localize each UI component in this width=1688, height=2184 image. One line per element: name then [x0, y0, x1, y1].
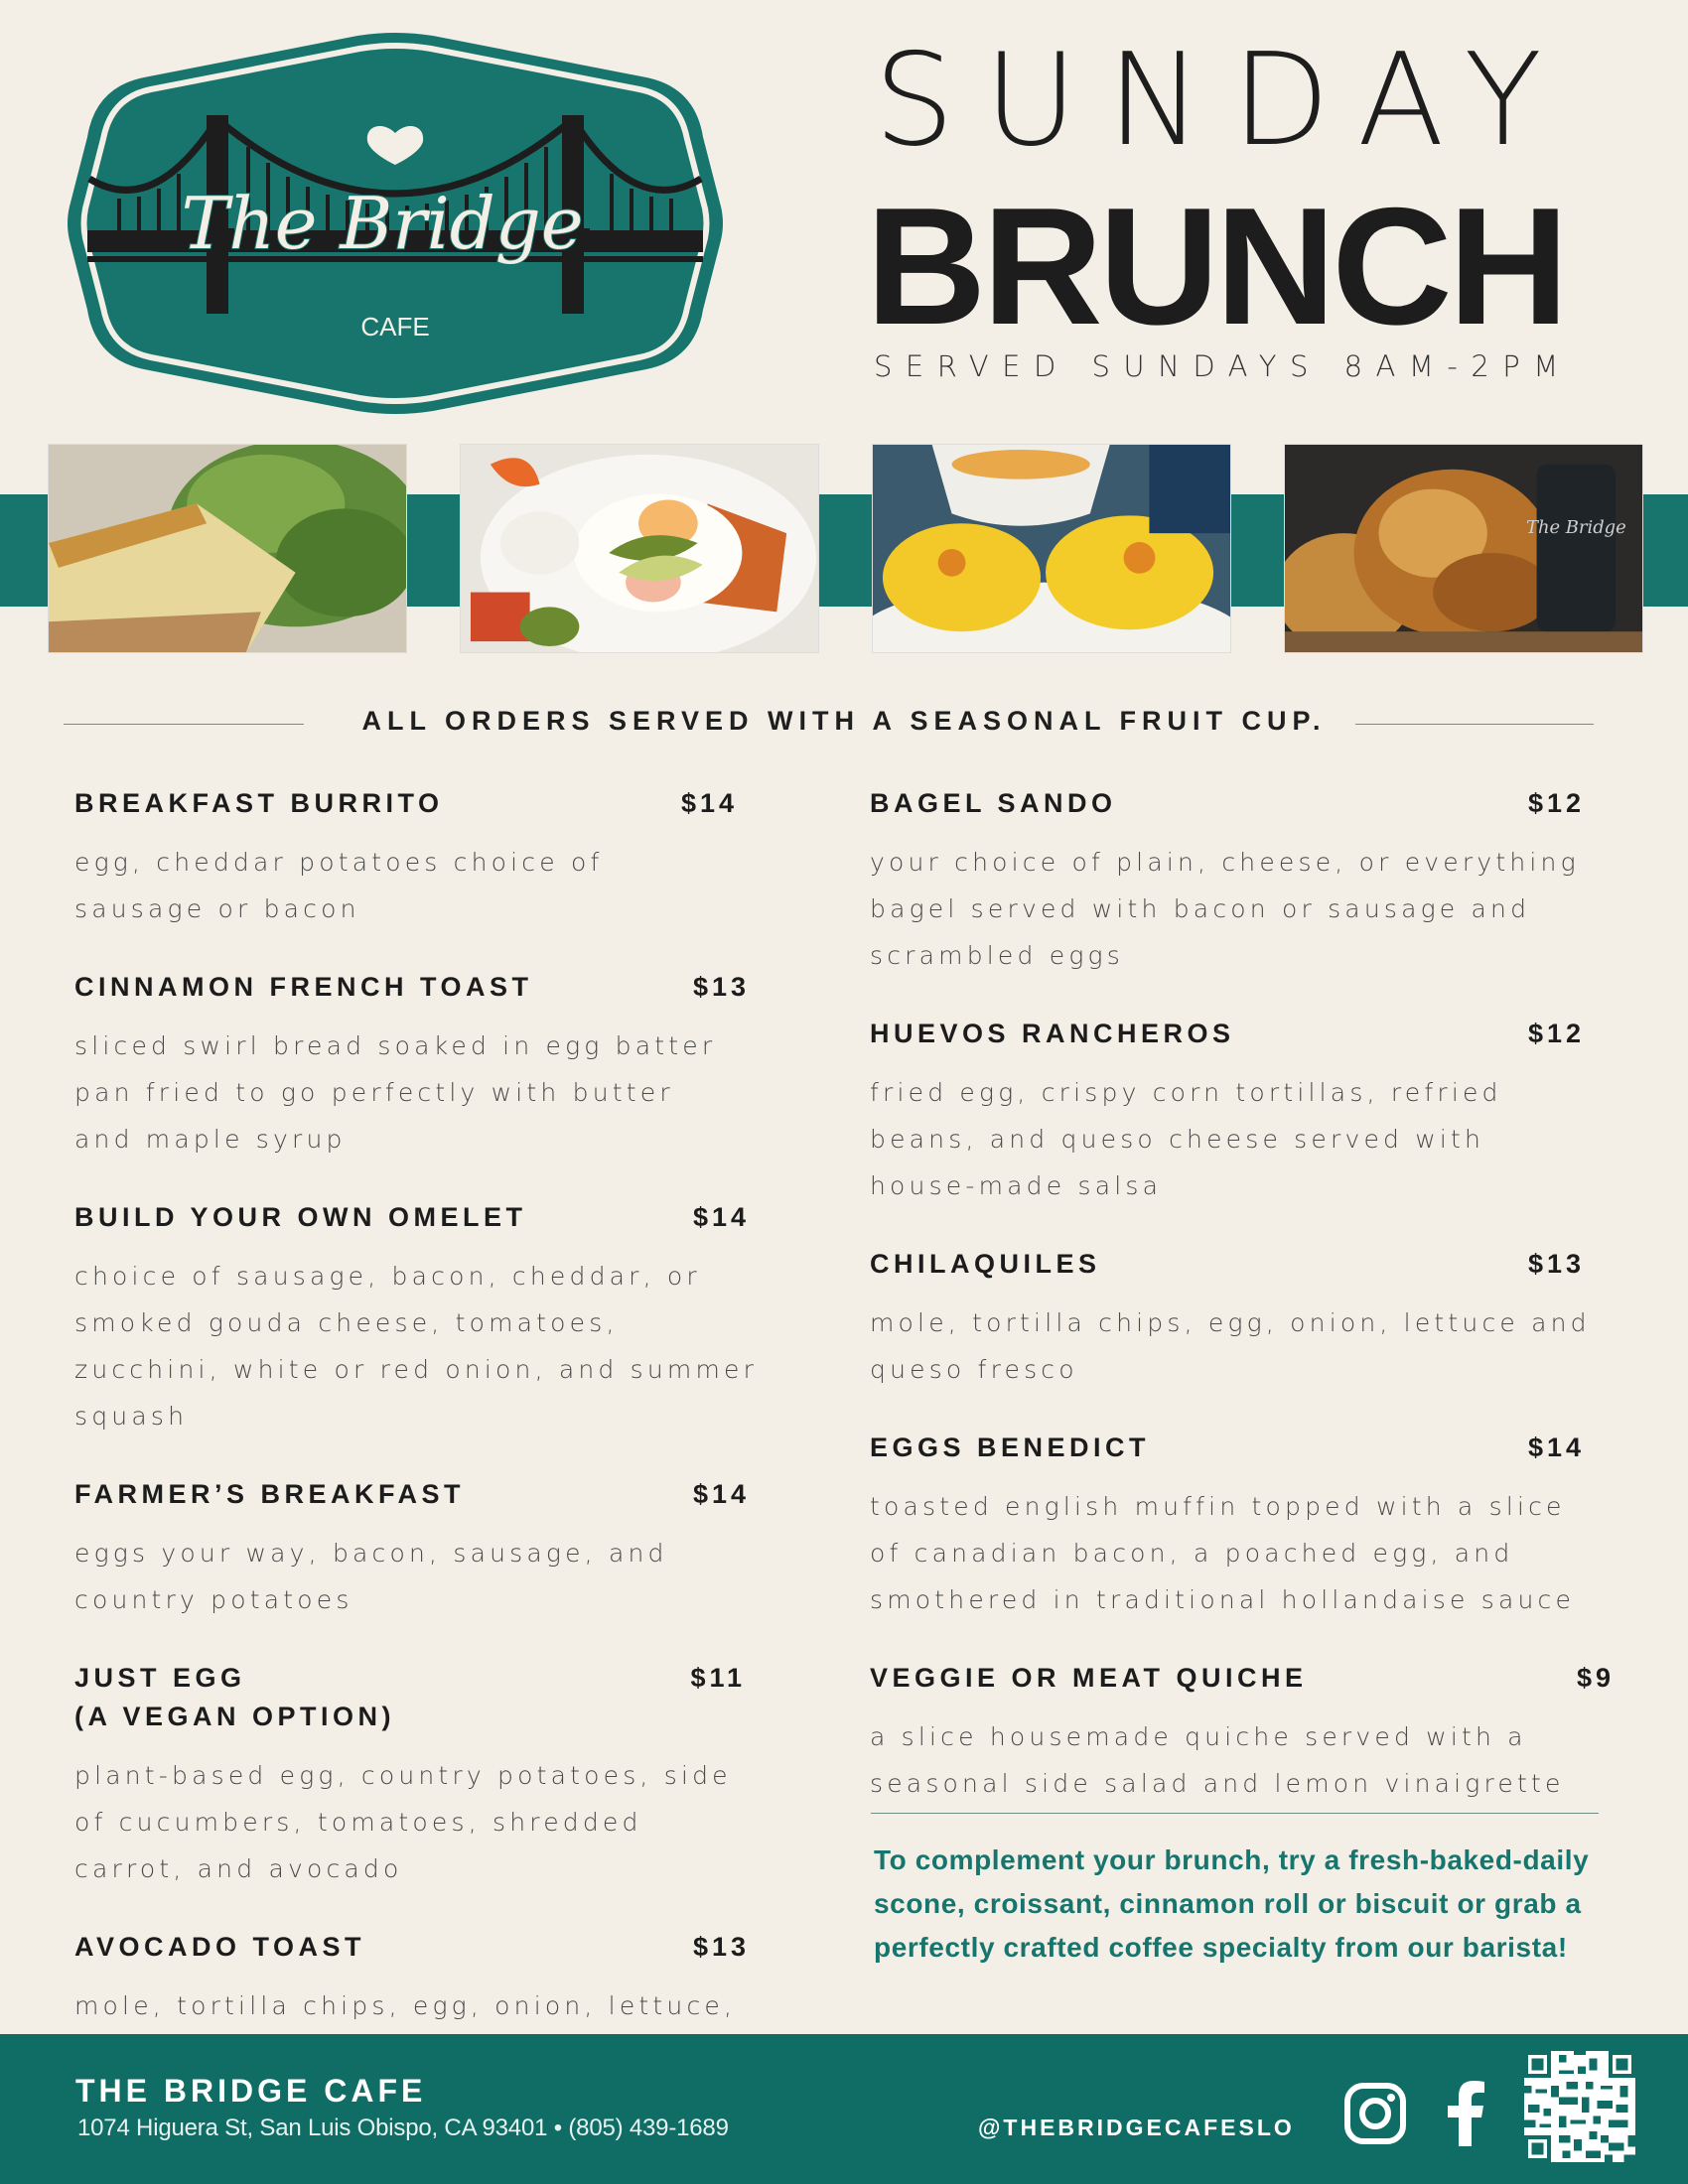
item-price: $12: [1527, 788, 1585, 818]
item-price: $12: [1527, 1019, 1585, 1048]
item-name: BAGEL SANDO: [870, 788, 1117, 818]
item-price: $14: [692, 1479, 750, 1509]
item-price: $9: [1576, 1663, 1615, 1693]
item-name: EGGS BENEDICT: [870, 1433, 1151, 1462]
item-description: fried egg, crispy corn tortillas, refried beans, and queso cheese served with house-made salsa: [870, 1078, 1502, 1200]
item-price: $13: [692, 1932, 750, 1962]
item-description: a slice housemade quiche served with a seasonal side salad and lemon vinaigrette: [870, 1722, 1565, 1798]
menu-column-right: [870, 784, 1615, 1843]
menu-item: [870, 1015, 1615, 1209]
huevos-photo: [460, 444, 819, 653]
eggs-benedict-photo: [872, 444, 1231, 653]
menu-item: [74, 1659, 750, 1892]
social-handle[interactable]: @THEBRIDGECAFESLO: [978, 2115, 1295, 2140]
menu-item: [870, 784, 1615, 979]
menu-item: [870, 1429, 1615, 1623]
facebook-icon[interactable]: [1438, 2081, 1489, 2146]
item-name: JUST EGG: [74, 1663, 246, 1693]
logo-script-text: The Bridge: [181, 182, 584, 265]
qr-code-icon[interactable]: [1524, 2051, 1635, 2162]
menu-item: [74, 968, 750, 1162]
footer-cafe-name: THE BRIDGE CAFE: [75, 2073, 427, 2109]
svg-text:The Bridge: The Bridge: [1526, 517, 1626, 539]
pastries-photo: [1284, 444, 1643, 653]
item-name: CHILAQUILES: [870, 1249, 1101, 1279]
item-description: egg, cheddar potatoes choice of sausage or bacon: [74, 848, 604, 923]
item-name: AVOCADO TOAST: [74, 1932, 366, 1962]
menu-item: [870, 1245, 1615, 1393]
fruit-cup-notice: ALL ORDERS SERVED WITH A SEASONAL FRUIT CUP.: [361, 706, 1327, 736]
footer-address: 1074 Higuera St, San Luis Obispo, CA 93401 • (805) 439-1689: [77, 2115, 729, 2141]
item-name: VEGGIE OR MEAT QUICHE: [870, 1663, 1308, 1693]
logo-cafe-text: CAFE: [360, 312, 430, 341]
promo-divider: [871, 1813, 1599, 1814]
item-name: CINNAMON FRENCH TOAST: [74, 972, 533, 1002]
item-description: toasted english muffin topped with a slice of canadian bacon, a poached egg, and smothered in traditional hollandaise sauce: [870, 1492, 1576, 1614]
title-brunch: BRUNCH: [866, 173, 1565, 359]
item-description: mole, tortilla chips, egg, onion, lettuce and queso fresco: [870, 1308, 1591, 1384]
menu-item: [74, 1475, 750, 1623]
quiche-photo: [48, 444, 407, 653]
menu-item: [74, 1198, 759, 1439]
item-name: BUILD YOUR OWN OMELET: [74, 1202, 527, 1232]
item-price: $14: [1527, 1433, 1585, 1462]
item-description: mole, tortilla chips, egg, onion, lettuce,: [74, 1991, 737, 2020]
item-name: FARMER’S BREAKFAST: [74, 1479, 466, 1509]
item-name: HUEVOS RANCHEROS: [870, 1019, 1235, 1048]
bridge-cafe-logo: [60, 30, 731, 417]
item-description: sliced swirl bread soaked in egg batter pan fried to go perfectly with butter and maple syrup: [74, 1031, 717, 1154]
item-name-line2: (A VEGAN OPTION): [74, 1702, 396, 1731]
item-price: $13: [692, 972, 750, 1002]
instagram-icon[interactable]: [1344, 2083, 1406, 2144]
title-sunday: SUNDAY: [874, 27, 1572, 175]
item-price: $14: [692, 1202, 750, 1232]
menu-item: [74, 784, 750, 932]
served-hours: SERVED SUNDAYS 8AM-2PM: [874, 349, 1572, 383]
promo-text: To complement your brunch, try a fresh-baked-daily scone, croissant, cinnamon roll or biscuit or grab a perfectly crafted coffee specialty from our barista!: [874, 1844, 1590, 1963]
item-description: plant-based egg, country potatoes, side of cucumbers, tomatoes, shredded carrot, and avocado: [74, 1761, 732, 1883]
item-description: eggs your way, bacon, sausage, and country potatoes: [74, 1539, 668, 1614]
item-price: $14: [680, 788, 738, 818]
item-name: BREAKFAST BURRITO: [74, 788, 444, 818]
menu-column-left: [74, 784, 759, 2112]
item-description: your choice of plain, cheese, or everything bagel served with bacon or sausage and scrambled eggs: [870, 848, 1580, 970]
item-price: $13: [1527, 1249, 1585, 1279]
item-description: choice of sausage, bacon, cheddar, or smoked gouda cheese, tomatoes, zucchini, white or red onion, and summer squash: [74, 1262, 759, 1431]
item-price: $11: [690, 1663, 746, 1693]
menu-item: [870, 1659, 1615, 1807]
